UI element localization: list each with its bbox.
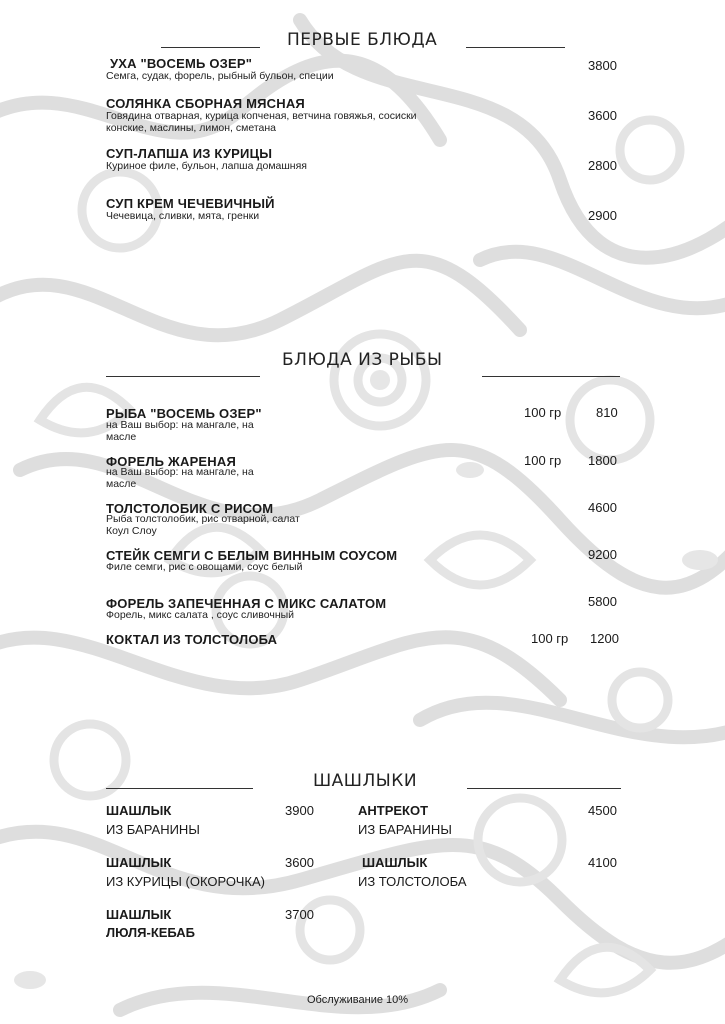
section-rule-left — [106, 788, 253, 789]
shashlik-item-name: АНТРЕКОТ — [358, 803, 429, 818]
shashlik-item-name: ШАШЛЫК — [362, 855, 428, 870]
menu-item-price: 5800 — [588, 594, 617, 609]
shashlik-item-price: 3600 — [285, 855, 314, 870]
section-rule-left — [161, 47, 260, 48]
menu-item-desc: Куриное филе, бульон, лапша домашняя — [106, 160, 307, 172]
menu-item-price: 1200 — [590, 631, 619, 646]
menu-item-price: 2900 — [588, 208, 617, 223]
section-title-soups: ПЕРВЫЕ БЛЮДА — [287, 30, 438, 50]
menu-item-desc: Форель, микс салата , соус сливочный — [106, 609, 295, 621]
menu-item-name: СТЕЙК СЕМГИ С БЕЛЫМ ВИННЫМ СОУСОМ — [106, 548, 398, 563]
service-charge-note: Обслуживание 10% — [307, 994, 409, 1006]
menu-item-name: ФОРЕЛЬ ЖАРЕНАЯ — [106, 454, 237, 469]
menu-item-desc: Чечевица, сливки, мята, гренки — [106, 210, 260, 222]
shashlik-item-price: 3700 — [285, 907, 314, 922]
menu-item-weight: 100 гр — [531, 631, 569, 646]
menu-item-price: 1800 — [588, 453, 617, 468]
menu-item-name: СУП КРЕМ ЧЕЧЕВИЧНЫЙ — [106, 196, 275, 211]
menu-item-price: 9200 — [588, 547, 617, 562]
shashlik-item-sub: ЛЮЛЯ-КЕБАБ — [106, 925, 196, 940]
menu-item-name: СОЛЯНКА СБОРНАЯ МЯСНАЯ — [106, 96, 305, 111]
shashlik-item-sub: ИЗ ТОЛСТОЛОБА — [358, 874, 467, 889]
menu-item-desc: на Ваш выбор: на мангале, на масле — [106, 466, 254, 490]
menu-item-weight: 100 гр — [524, 453, 562, 468]
menu-item-name: ФОРЕЛЬ ЗАПЕЧЕННАЯ С МИКС САЛАТОМ — [106, 596, 387, 611]
menu-item-price: 810 — [596, 405, 618, 420]
menu-item-desc: Говядина отварная, курица копченая, ветчина говяжья, сосиски конские, маслины, лимон, сметана — [106, 110, 417, 134]
shashlik-item-name: ШАШЛЫК — [106, 907, 172, 922]
shashlik-item-name: ШАШЛЫК — [106, 803, 172, 818]
menu-item-price: 3600 — [588, 108, 617, 123]
shashlik-item-price: 3900 — [285, 803, 314, 818]
menu-item-price: 3800 — [588, 58, 617, 73]
section-rule-left — [106, 376, 260, 377]
shashlik-item-sub: ИЗ БАРАНИНЫ — [106, 822, 200, 837]
menu-item-price: 2800 — [588, 158, 617, 173]
section-title-shashlik: ШАШЛЫКИ — [313, 771, 418, 791]
menu-item-name: УХА "ВОСЕМЬ ОЗЕР" — [110, 56, 253, 71]
shashlik-item-sub: ИЗ БАРАНИНЫ — [358, 822, 452, 837]
shashlik-item-name: ШАШЛЫК — [106, 855, 172, 870]
menu-item-name: ТОЛСТОЛОБИК С РИСОМ — [106, 501, 274, 516]
menu-item-desc: Семга, судак, форель, рыбный бульон, специи — [106, 70, 334, 82]
menu-item-name: КОКТАЛ ИЗ ТОЛСТОЛОБА — [106, 632, 278, 647]
menu-item-desc: Рыба толстолобик, рис отварной, салат Коул Слоу — [106, 513, 300, 537]
menu-item-weight: 100 гр — [524, 405, 562, 420]
shashlik-item-price: 4500 — [588, 803, 617, 818]
menu-item-name: СУП-ЛАПША ИЗ КУРИЦЫ — [106, 146, 273, 161]
shashlik-item-sub: ИЗ КУРИЦЫ (ОКОРОЧКА) — [106, 874, 265, 889]
section-rule-right — [482, 376, 620, 377]
menu-item-desc: на Ваш выбор: на мангале, на масле — [106, 419, 254, 443]
menu-item-desc: Филе семги, рис с овощами, соус белый — [106, 561, 303, 573]
shashlik-item-price: 4100 — [588, 855, 617, 870]
section-rule-right — [467, 788, 621, 789]
menu-item-name: РЫБА "ВОСЕМЬ ОЗЕР" — [106, 406, 262, 421]
section-rule-right — [466, 47, 565, 48]
menu-item-price: 4600 — [588, 500, 617, 515]
section-title-fish: БЛЮДА ИЗ РЫБЫ — [282, 350, 443, 370]
